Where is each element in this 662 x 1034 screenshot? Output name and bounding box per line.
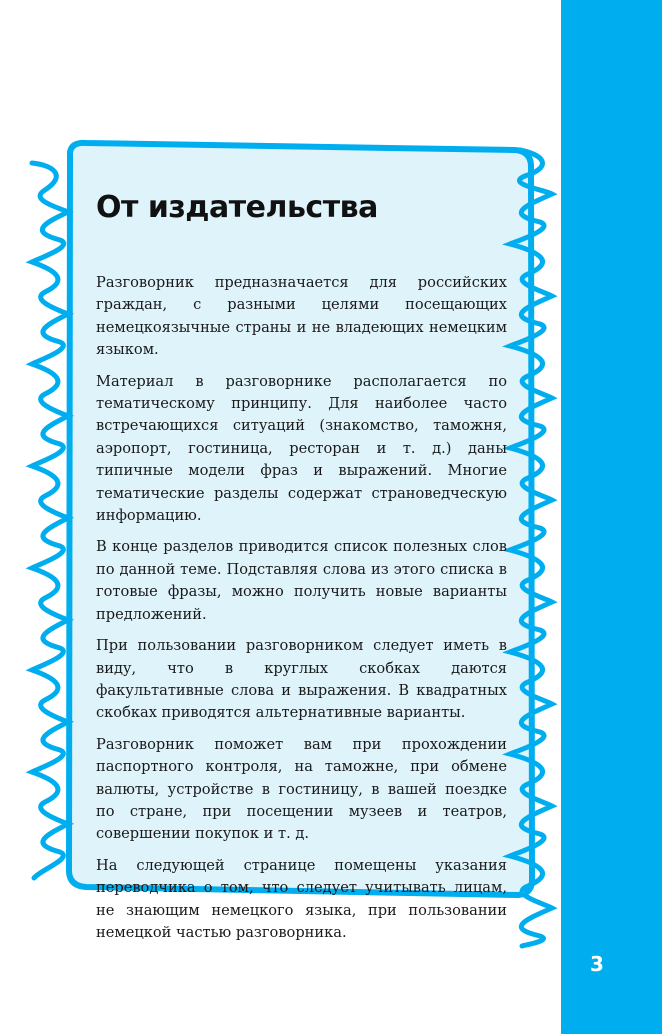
left-spiral-scribble xyxy=(32,163,68,878)
text-panel xyxy=(96,186,507,953)
paragraph-2: Материал в разговорнике располагается по тематическому принципу. Для наиболее часто встречающихся ситуаций (знакомство, таможня, аэропорт, гостиница, ресторан и т. д.) даны типичные модели фраз и выражений. Многие тематические разделы содержат страноведческую информацию. xyxy=(96,372,507,525)
paragraph-6: На следующей странице помещены указания переводчика о том, что следует учитывать лицам, не знающим немецкого языка, при пользовании немецкой частью разговорника. xyxy=(96,856,507,941)
paragraph-5: Разговорник поможет вам при прохождении паспортного контроля, на таможне, при обмене валюты, устройстве в гостиницу, в вашей поездке по стране, при посещении музеев и театров, совершении покупок и т. д. xyxy=(96,735,507,843)
paragraph-1: Разговорник предназначается для российских граждан, с разными целями посещающих немецкоязычные страны и не владеющих немецким языком. xyxy=(96,274,507,359)
page-title: От издательства xyxy=(96,190,378,225)
page-number: 3 xyxy=(590,952,604,976)
paragraph-4: При пользовании разговорником следует иметь в виду, что в круглых скобках даются факультативные слова и выражения. В квадратных скобках приводятся альтернативные варианты. xyxy=(96,637,507,722)
paragraph-3: В конце разделов приводится список полезных слов по данной теме. Подставляя слова из этого списка в готовые фразы, можно получить новые варианты предложений. xyxy=(96,538,507,623)
